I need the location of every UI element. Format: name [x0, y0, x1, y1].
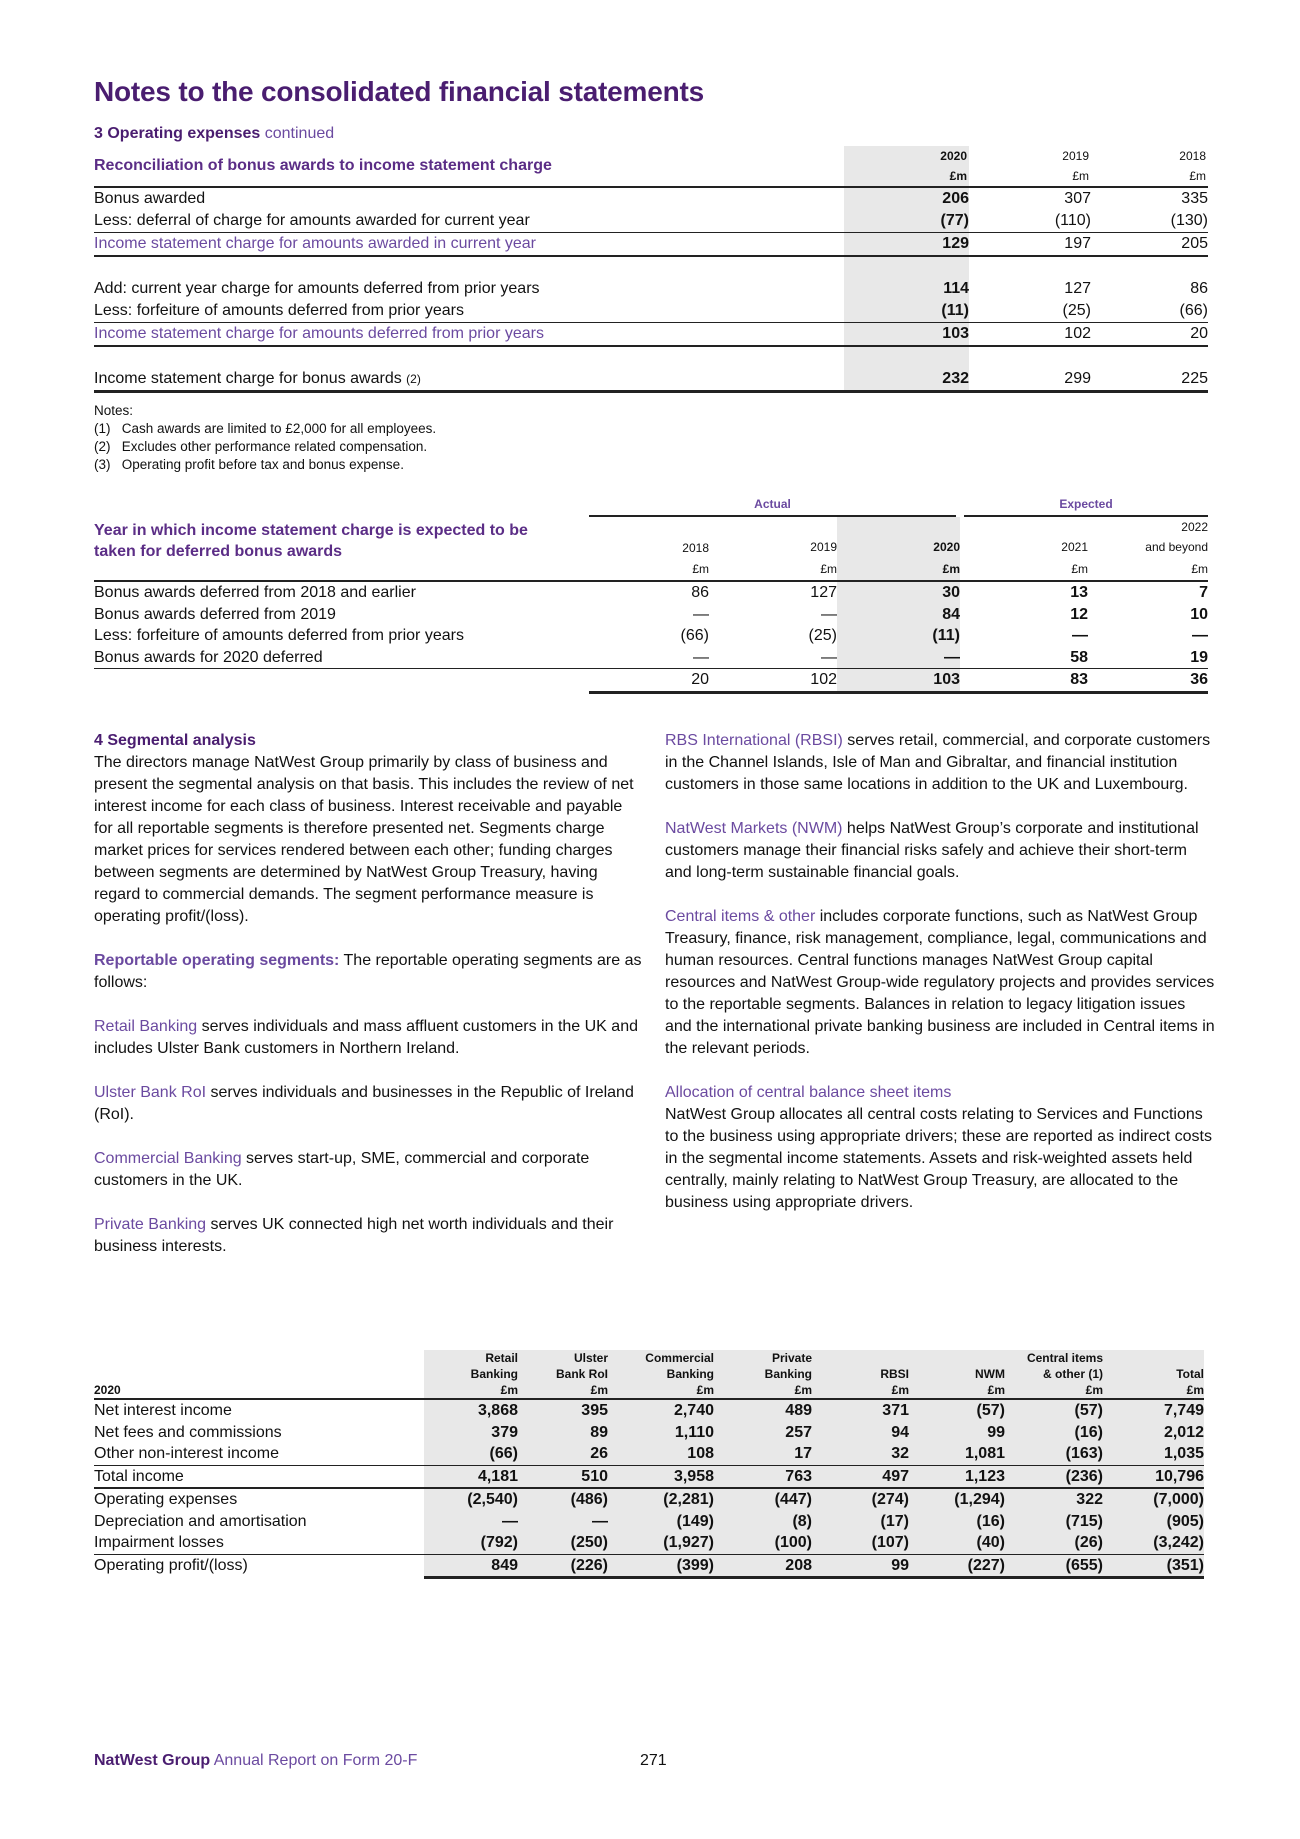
table-row: Add: current year charge for amounts deferred from prior years 114 127 86 [94, 278, 1208, 300]
col-unit: £m [1072, 169, 1089, 183]
table-year: 2020 [94, 1383, 121, 1397]
paragraph: NatWest Group allocates all central costs relating to Services and Functions to the business using appropriate drivers; these are reported as indirect costs in the segmental income statements. Assets and risk-weighted assets held centrally, mainly relating to NatWest Group Treasury, are allocated to the business using appropriate drivers. [665, 1106, 1212, 1211]
paragraph: NatWest Markets (NWM) helps NatWest Group’s corporate and institutional customers manage their financial risks safely and achieve their short-term and long-term sustainable financial goals. [665, 820, 1199, 881]
paragraph: Commercial Banking serves start-up, SME, commercial and corporate customers in the UK. [94, 1150, 590, 1189]
paragraph: RBS International (RBSI) serves retail, commercial, and corporate customers in the Channel Islands, Isle of Man and Gibraltar, and financial institution customers in those same locations in addition to the UK and Luxembourg. [665, 732, 1211, 793]
paragraph: Retail Banking serves individuals and mass affluent customers in the UK and includes Ulster Bank customers in Northern Ireland. [94, 1018, 638, 1057]
table-row: Operating expenses (2,540) (486) (2,281) (447) (274) (1,294) 322 (7,000) [94, 1488, 1204, 1511]
bonus-reconciliation-table [94, 146, 1208, 393]
footer: NatWest Group Annual Report on Form 20-F [94, 1752, 418, 1769]
table-row: Income statement charge for amounts awarded in current year 129 197 205 [94, 233, 1208, 257]
subheading: Allocation of central balance sheet items [665, 1084, 952, 1101]
table-row: Impairment losses (792) (250) (1,927) (100) (107) (40) (26) (3,242) [94, 1532, 1204, 1554]
group-actual: Actual [589, 494, 960, 516]
section4-right-column [665, 730, 1215, 1236]
table-row: Other non-interest income (66) 26 108 17 32 1,081 (163) 1,035 [94, 1443, 1204, 1465]
table-row: Net interest income 3,868 395 2,740 489 371 (57) (57) 7,749 [94, 1399, 1204, 1422]
col-unit: £m [844, 166, 969, 187]
table-row: Net fees and commissions 379 89 1,110 257 94 99 (16) 2,012 [94, 1422, 1204, 1444]
table-row: Bonus awarded 206 307 335 [94, 187, 1208, 210]
table-row: Bonus awards for 2020 deferred — — — 58 19 [94, 647, 1208, 669]
table-row: Depreciation and amortisation — — (149) (8) (17) (16) (715) (905) [94, 1511, 1204, 1533]
paragraph: Central items & other includes corporate functions, such as NatWest Group Treasury, finance, risk management, compliance, legal, communications and human resources. Central functions manages NatWest Group capital resources and NatWest Group-wide regulatory projects and provides services to the reportable segments. Balances in relation to legacy litigation issues and the international private banking business are included in Central items in the relevant periods. [665, 908, 1215, 1057]
table-row: Less: deferral of charge for amounts awarded for current year (77) (110) (130) [94, 210, 1208, 233]
table-row: Income statement charge for amounts deferred from prior years 103 102 20 [94, 323, 1208, 347]
paragraph: Private Banking serves UK connected high net worth individuals and their business interests. [94, 1216, 614, 1255]
table-row: Total income 4,181 510 3,958 763 497 1,123 (236) 10,796 [94, 1465, 1204, 1488]
paragraph: The directors manage NatWest Group primarily by class of business and present the segmental analysis on that basis. This includes the review of net interest income for each class of business. Interest receivable and payable for all reportable segments is therefore presented net. Segments charge market prices for services rendered between each other; funding charges between segments are determined by NatWest Group Treasury, having regard to commercial demands. The segment performance measure is operating profit/(loss). [94, 754, 634, 925]
paragraph: Ulster Bank RoI serves individuals and businesses in the Republic of Ireland (RoI). [94, 1084, 634, 1123]
group-expected: Expected [960, 494, 1208, 516]
section4-left-column [94, 730, 644, 1280]
table-row-total: 20 102 103 83 36 [94, 669, 1208, 693]
col-year: 2019 [1062, 149, 1089, 163]
section-heading: 4 Segmental analysis [94, 732, 256, 749]
table-row: Bonus awards deferred from 2018 and earlier 86 127 30 13 7 [94, 581, 1208, 604]
section-heading: 3 Operating expenses continued [94, 125, 335, 142]
table-row: Bonus awards deferred from 2019 — — 84 12 10 [94, 604, 1208, 626]
page-title: Notes to the consolidated financial statements [94, 76, 705, 107]
table-row: Less: forfeiture of amounts deferred from prior years (11) (25) (66) [94, 300, 1208, 323]
table-title: Year in which income statement charge is expected to be taken for deferred bonus awards [94, 521, 528, 560]
notes: Notes: (1) Cash awards are limited to £2,000 for all employees. (2) Excludes other performance related compensation. (3) Operating profit before tax and bonus expense. [94, 403, 437, 472]
table-row: Income statement charge for bonus awards (2) 232 299 225 [94, 368, 1208, 392]
col-year: 2018 [1179, 149, 1206, 163]
col-unit: £m [1189, 169, 1206, 183]
table-row: Less: forfeiture of amounts deferred from prior years (66) (25) (11) — — [94, 625, 1208, 647]
table-row: Operating profit/(loss) 849 (226) (399) 208 99 (227) (655) (351) [94, 1554, 1204, 1578]
table-title: Reconciliation of bonus awards to income statement charge [94, 157, 552, 174]
segment-income-table: Retail Ulster Commercial Private Central items Banking Bank RoI Banking Banking RBSI NWM & other (1) Total 2020 £m £m £m £m £m £m £m £m Net interest income 3,868 395 2,740 489 371 (57) (57) 7,749 Net fees and commissions 379 89 1,110 257 94 99 (16) 2,012 Other non-interest income (66) 26 108 17 32 1,081 (163) 1,035 Total income 4,181 510 3,958 763 497 1,123 (236) 10,796 Operating expenses (2,540) (486) (2,281) (447) (274) (1,294) 322 (7,000) Depreciation and amortisation — — (149) (8) (17) (16) (715) (905) Impairment losses (792) (250) (1,927) (100) (107) (40) (26) (3,242) Operating profit/(loss) 849 (226) (399) 208 99 (227) (655) (351) [94, 1350, 1204, 1579]
deferred-bonus-table: Actual Expected Year in which income statement charge is expected to be taken for deferred bonus awards 2022 2018 2019 2020 2021 and beyond £m £m £m £m £m Bonus awards deferred from 2018 and earlier 86 127 30 13 7 Bonus awards deferred from 2019 — — 84 12 10 Less: forfeiture of amounts deferred from prior years (66) (25) (11) — — Bonus awards for 2020 deferred — — — 58 19 20 102 103 83 36 [94, 494, 1208, 694]
col-year: 2020 [844, 146, 969, 166]
page-number: 271 [640, 1752, 667, 1769]
paragraph: Reportable operating segments: The reportable operating segments are as follows: [94, 952, 642, 991]
